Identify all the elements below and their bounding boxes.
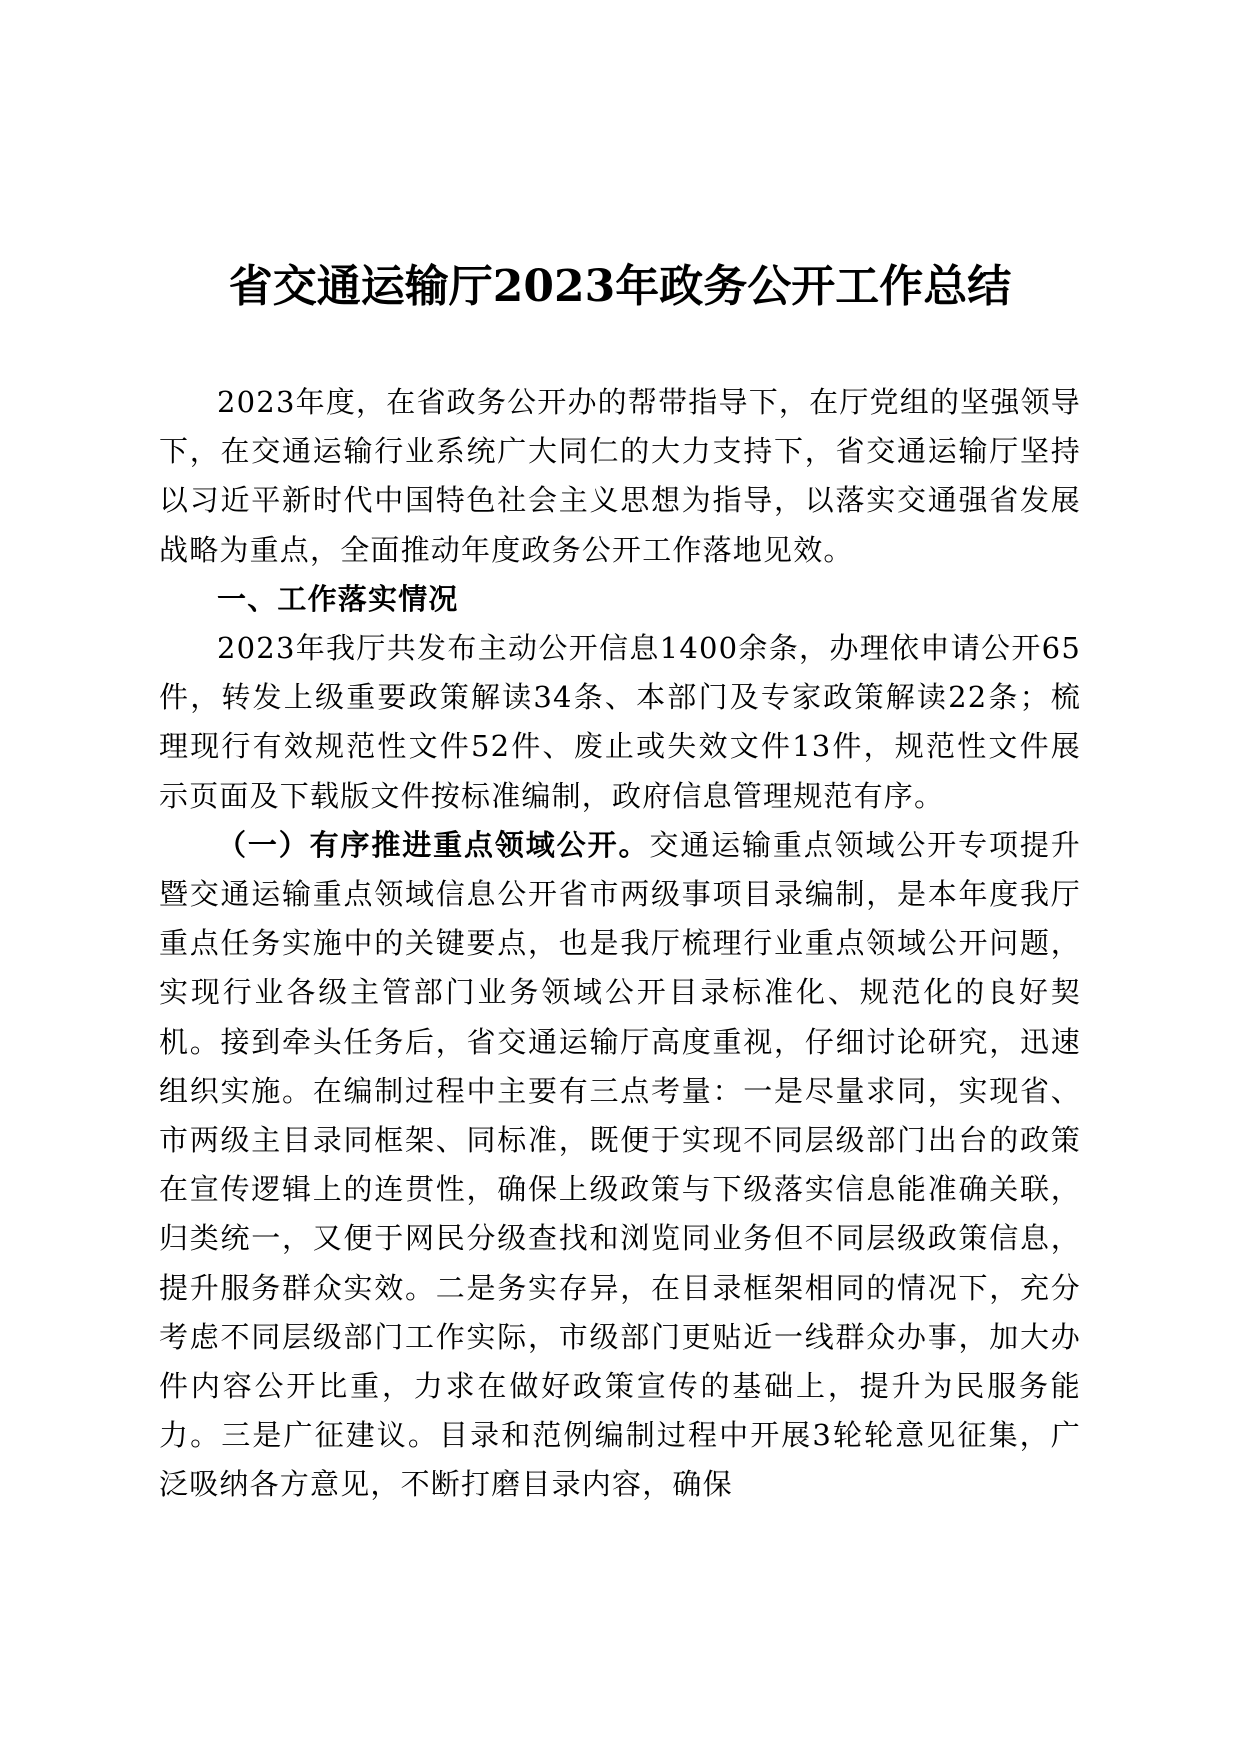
subsection-heading: （一）有序推进重点领域公开。 — [217, 827, 650, 862]
document-body — [159, 378, 1081, 1510]
section-heading: 一、工作落实情况 — [217, 581, 459, 616]
intro-paragraph: 2023年度，在省政务公开办的帮带指导下，在厅党组的坚强领导下，在交通运输行业系统广大同仁的大力支持下，省交通运输厅坚持以习近平新时代中国特色社会主义思想为指导，以落实交通强省发展战略为重点，全面推动年度政务公开工作落地见效。 — [159, 385, 1081, 567]
document-title: 省交通运输厅2023年政务公开工作总结 — [228, 261, 1012, 313]
section-paragraph: 2023年我厅共发布主动公开信息1400余条，办理依申请公开65件，转发上级重要政策解读34条、本部门及专家政策解读22条；梳理现行有效规范性文件52件、废止或失效文件13件，规范性文件展示页面及下载版文件按标准编制，政府信息管理规范有序。 — [159, 631, 1081, 813]
subsection-text: 交通运输重点领域公开专项提升暨交通运输重点领域信息公开省市两级事项目录编制，是本年度我厅重点任务实施中的关键要点，也是我厅梳理行业重点领域公开问题，实现行业各级主管部门业务领域公开目录标准化、规范化的良好契机。接到牵头任务后，省交通运输厅高度重视，仔细讨论研究，迅速组织实施。在编制过程中主要有三点考量：一是尽量求同，实现省、市两级主目录同框架、同标准，既便于实现不同层级部门出台的政策在宣传逻辑上的连贯性，确保上级政策与下级落实信息能准确关联，归类统一，又便于网民分级查找和浏览同业务但不同层级政策信息，提升服务群众实效。二是务实存异，在目录框架相同的情况下，充分考虑不同层级部门工作实际，市级部门更贴近一线群众办事，加大办件内容公开比重，力求在做好政策宣传的基础上，提升为民服务能力。三是广征建议。目录和范例编制过程中开展3轮轮意见征集，广泛吸纳各方意见，不断打磨目录内容，确保 — [159, 827, 1081, 1502]
subsection-paragraph — [159, 821, 1081, 1510]
